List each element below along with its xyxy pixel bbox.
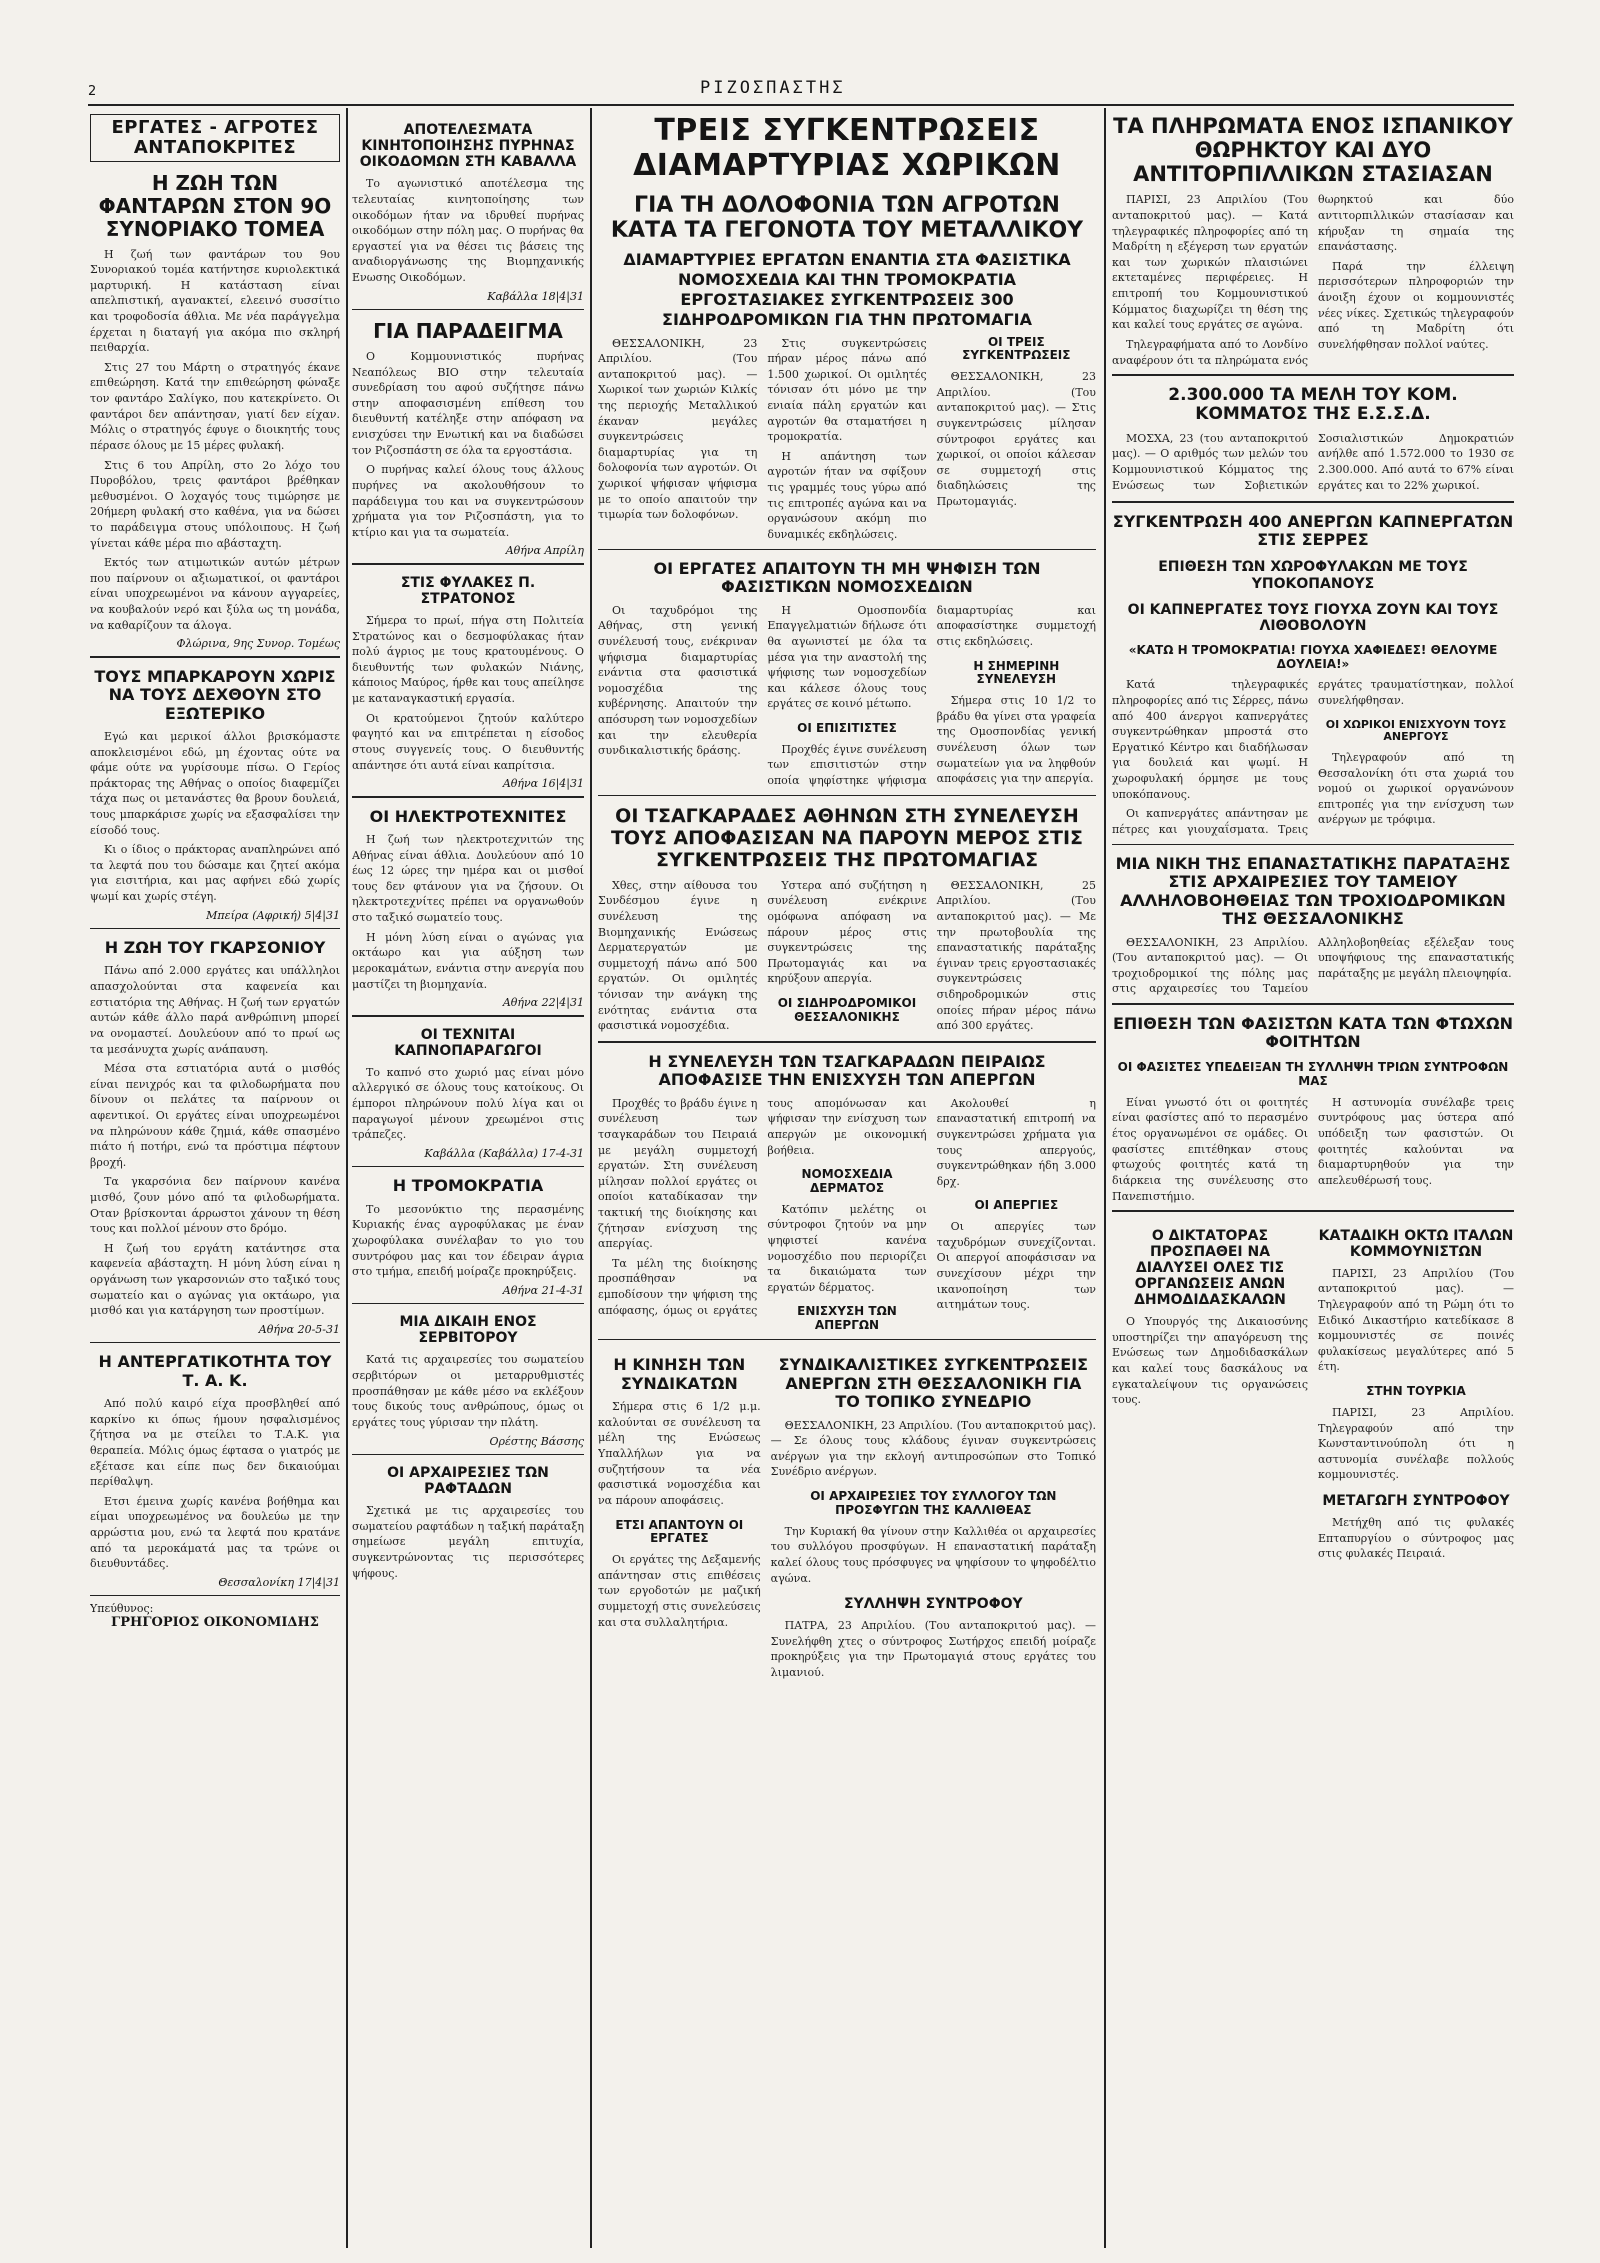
divider <box>598 795 1096 797</box>
divider <box>352 1454 584 1456</box>
article-title: ΜΕΤΑΓΩΓΗ ΣΥΝΤΡΟΦΟΥ <box>1322 1492 1510 1509</box>
article-paragraph: Το μεσονύκτιο της περασμένης Κυριακής ένας αγροφύλακας με έναν χωροφύλακα συνέλαβαν το γιο του συντρόφου μας και τον έδειραν άγρια στο τμήμα, επειδή μοίραζε προκηρύξεις. <box>352 1202 584 1279</box>
divider <box>1112 1003 1514 1005</box>
article-subhead: ΟΙ ΤΡΕΙΣ ΣΥΓΚΕΝΤΡΩΣΕΙΣ <box>962 334 1071 363</box>
story-unemployed <box>771 1346 1096 1684</box>
article-paragraph: ΘΕΣΣΑΛΟΝΙΚΗ, 23 Απριλίου. (Του ανταποκριτού μας). — Χωρικοί των χωριών Κιλκίς της περιοχής Μεταλλικού έκαναν μεγάλες συγκεντρώσεις διαμαρτυρίας για τη δολοφονία των αγροτών. Οι χωρικοί ψήφισαν ψήφισμα με το οποίο απαιτούν την τιμωρία των δολοφόνων. <box>598 336 758 522</box>
article-paragraph: Από πολύ καιρό είχα προσβληθεί από καρκίνο κι όπως ήμουν ησφαλισμένος ζήτησα να με στείλει το Τ.Α.Κ. για θεραπεία. Μόλις όμως έφτασα ο γιατρός με εξέτασε και είπε πως δεν δικαιούμαι περίθαλψη. <box>90 1397 340 1489</box>
article-paragraph: Η Ομοσπονδία Επαγγελματιών δήλωσε ότι θα αγωνιστεί με όλα τα μέσα για την αναστολή της ψήφισης των νομοσχεδίων και κάλεσε όλους τους εργάτες σε κοινό μέτωπο. <box>767 603 927 711</box>
column-correspondents-2 <box>352 112 584 2252</box>
article-title: ΣΥΛΛΗΨΗ ΣΥΝΤΡΟΦΟΥ <box>844 1596 1023 1613</box>
article-paragraph: Σήμερα στις 6 1/2 μ.μ. καλούνται σε συνέλευση τα μέλη της Ενώσεως Υπαλλήλων για να συζητήσουν τα νέα φασιστικά νομοσχέδια και να πάρουν αποφάσεις. <box>598 1400 761 1507</box>
article-paragraph: ΘΕΣΣΑΛΟΝΙΚΗ, 23 Απριλίου. (Του ανταποκριτού μας). — Σε όλους τους κλάδους έγιναν συγκεντρώσεις ανέργων για την εκλογή αντιπροσώπων στο Τοπικό Συνέδριο ανέργων. <box>770 1418 1096 1479</box>
article-paragraph: ΠΑΤΡΑ, 23 Απριλίου. (Του ανταποκριτού μας). — Συνελήφθη χτες ο σύντροφος Σωτήρχος επειδή μοίραζε προκηρύξεις για την Πρωτομαγιά στους εργάτες του λιμανιού. <box>770 1619 1096 1680</box>
article-body <box>1112 1095 1514 1204</box>
article-paragraph: Ο πυρήνας καλεί όλους τους άλλους πυρήνες να ακολουθήσουν το παράδειγμα του και να συγκεντρώσουν χρήματα για τον Ριζοσπάστη, για το κτίριο και για τα σωματεία. <box>352 463 584 539</box>
article-paragraph: Ακολουθεί η επαναστατική επιτροπή να συγκεντρώσει χρήματα για τους απεργούς, συγκεντρώθηκαν ήδη 3.000 δρχ. <box>936 1096 1096 1188</box>
divider <box>352 796 584 798</box>
article-title: ΣΥΓΚΕΝΤΡΩΣΗ 400 ΑΝΕΡΓΩΝ ΚΑΠΝΕΡΓΑΤΩΝ ΣΤΙΣ ΣΕΡΡΕΣ <box>1112 511 1514 550</box>
masthead: ΡΙΖΟΣΠΑΣΤΗΣ <box>700 78 846 98</box>
article-signature: Θεσσαλονίκη 17|4|31 <box>218 1575 340 1589</box>
column-international <box>1112 110 1514 2252</box>
divider <box>90 928 340 930</box>
story-dictator <box>1112 1218 1308 1566</box>
article-subhead: ΕΝΙΣΧΥΣΗ ΤΩΝ ΑΠΕΡΓΩΝ <box>797 1304 897 1333</box>
divider <box>352 1166 584 1168</box>
article-paragraph: Ετσι έμεινα χωρίς κανένα βοήθημα και είμαι υποχρεωμένος να δουλεύω με την αρρώστια μου, ενώ τα λεφτά που κρατάνε από τα μεροκάματά μας τα τρώνε οι διευθυντάδες. <box>90 1494 340 1571</box>
article-paragraph: Υστερα από συζήτηση η συνέλευση ενέκρινε ομόφωνα απόφαση να πάρουν μέρος στις συγκεντρώσεις της Πρωτομαγιάς και να κηρύξουν απεργία. <box>767 878 927 986</box>
article-title: ΚΑΤΑΔΙΚΗ ΟΚΤΩ ΙΤΑΛΩΝ ΚΟΜΜΟΥΝΙΣΤΩΝ <box>1318 1227 1514 1260</box>
article-paragraph: Η απάντηση των αγροτών ήταν να σφίξουν τις γραμμές τους γύρω από τις επιτροπές αγώνα και να οργανώσουν ακόμη πιο δυναμικές εκδηλώσεις. <box>767 449 927 541</box>
article-subhead: ΟΙ ΕΠΙΣΙΤΙΣΤΕΣ <box>797 721 897 736</box>
article-paragraph: Οι κρατούμενοι ζητούν καλύτερο φαγητό και να επιτρέπεται η είσοδος στους συγγενείς τους. Ο διευθυντής απάντησε ότι αυτά είναι καπρίτσια. <box>352 711 584 772</box>
article-paragraph: Το αγωνιστικό αποτέλεσμα της τελευταίας κινητοποίησης των οικοδόμων ήταν να ιδρυθεί πυρήνας οικοδόμων στην πόλη μας. Ο πυρήνας θα εργαστεί για να θέσει τις βάσεις της αναδιοργάνωσης της Βιομηχανικής Ενωσης Οικοδόμων. <box>352 177 584 284</box>
article-title: Η ΤΡΟΜΟΚΡΑΤΙΑ <box>392 1176 544 1196</box>
article-subhead: ΕΠΙΘΕΣΗ ΤΩΝ ΧΩΡΟΦΥΛΑΚΩΝ ΜΕ ΤΟΥΣ ΥΠΟΚΟΠΑΝΟΥΣ <box>1158 559 1468 592</box>
article-title: ΓΙΑ ΠΑΡΑΔΕΙΓΜΑ <box>373 319 563 344</box>
article-signature: Φλώρινα, 9ης Συνορ. Τομέως <box>176 637 340 651</box>
article-title: Η ΖΩΗ ΤΩΝ ΦΑΝΤΑΡΩΝ ΣΤΟΝ 9Ο ΣΥΝΟΡΙΑΚΟ ΤΟΜΕΑ <box>98 170 332 241</box>
lead-story-body <box>598 336 1096 543</box>
article-paragraph: Οι απεργίες των ταχυδρόμων συνεχίζονται. Οι απεργοί αποφάσισαν να συνεχίσουν μέχρι την ικανοποίηση των αιτημάτων τους. <box>936 1220 1096 1312</box>
article-paragraph: Σήμερα το πρωί, πήγα στη Πολιτεία Στρατώνος και ο δεσμοφύλακας ήταν πολύ άγριος με τους κρατουμένους. Ο διευθυντής των φυλακών Νιάνης, κάποιος Μαύρος, ήρθε και τους απείλησε με καταναγκαστική εργασία. <box>352 614 584 706</box>
article-quote: «ΚΑΤΩ Η ΤΡΟΜΟΚΡΑΤΙΑ! ΓΙΟΥΧΑ ΧΑΦΙΕΔΕΣ! ΘΕΛΟΥΜΕ ΔΟΥΛΕΙΑ!» <box>1128 642 1498 671</box>
article-paragraph: Παρά την έλλειψη περισσότερων πληροφοριών την άνοιξη έχουν οι κομμουνιστές νέες νίκες. Σχετικώς τηλεγραφούν από τη Μαδρίτη ότι συνελήφθησαν πολλοί ναύτες. <box>1318 259 1514 351</box>
article-paragraph: Σχετικά με τις αρχαιρεσίες του σωματείου ραφτάδων η ταξική παράταξη σημείωσε μεγάλη επιτυχία, συγκεντρώνοντας τις περισσότερες ψήφους. <box>352 1504 584 1580</box>
article-paragraph: Στις συγκεντρώσεις πήραν μέρος πάνω από 1.500 χωρικοί. Οι ομιλητές τόνισαν ότι μόνο με την ενιαία πάλη εργατών και αγροτών θα σταματήσει η τρομοκρατία. <box>767 336 927 444</box>
article-paragraph: Πάνω από 2.000 εργάτες και υπάλληλοι απασχολούνται στα καφενεία και εστιατόρια της Αθήνας. Η ζωή των εργατών αυτών κάθε άλλο παρά ανθρώπινη μπορεί να ονομαστεί. Δουλεύουν από το πρωί ως τα μεσάνυχτα χωρίς ανάπαυση. <box>90 964 340 1056</box>
article-paragraph: Προχθές το βράδυ έγινε η συνέλευση των τσαγκαράδων του Πειραιά με μεγάλη συμμετοχή εργατών. Στη συνέλευση μίλησαν πολλοί εργάτες οι οποίοι καταδίκασαν την τακτική της διοίκησης και ζήτησαν ενίσχυση της απεργίας. <box>598 1096 758 1251</box>
article-paragraph: Χθες, στην αίθουσα του Συνδέσμου έγινε η συνέλευση της Βιομηχανικής Ενώσεως Δερματεργατών με συμμετοχή πάνω από 500 εργατών. Οι ομιλητές τόνισαν την ανάγκη της ενότητας ενάντια στα φασιστικά νομοσχέδια. <box>598 878 758 1033</box>
article-paragraph: Κατά τις αρχαιρεσίες του σωματείου σερβιτόρων οι μεταρρυθμιστές προσπάθησαν με κάθε μέσο να εκλέξουν τους δικούς τους ανθρώπους, όμως οι εργάτες τους γύρισαν την πλάτη. <box>352 1353 584 1429</box>
divider <box>352 563 584 565</box>
article-title: ΑΠΟΤΕΛΕΣΜΑΤΑ ΚΙΝΗΤΟΠΟΙΗΣΗΣ ΠΥΡΗΝΑΣ ΟΙΚΟΔΟΜΩΝ ΣΤΗ ΚΑΒΑΛΛΑ <box>359 122 577 171</box>
article-body <box>1112 935 1514 997</box>
page-number: 2 <box>88 84 97 99</box>
article-title: Η ΚΙΝΗΣΗ ΤΩΝ ΣΥΝΔΙΚΑΤΩΝ <box>613 1355 746 1393</box>
article-subhead: ΟΙ ΣΙΔΗΡΟΔΡΟΜΙΚΟΙ ΘΕΣΣΑΛΟΝΙΚΗΣ <box>777 995 917 1024</box>
article-body <box>1112 192 1514 368</box>
article-body <box>1112 431 1514 495</box>
article-title: Η ΑΝΤΕΡΓΑΤΙΚΟΤΗΤΑ ΤΟΥ Τ. Α. Κ. <box>98 1352 332 1390</box>
article-signature: Αθήνα Απρίλη <box>505 544 584 558</box>
column-divider <box>590 108 592 2248</box>
article-subhead: ΕΤΣΙ ΑΠΑΝΤΟΥΝ ΟΙ ΕΡΓΑΤΕΣ <box>615 1517 744 1546</box>
article-title: ΣΥΝΔΙΚΑΛΙΣΤΙΚΕΣ ΣΥΓΚΕΝΤΡΩΣΕΙΣ ΑΝΕΡΓΩΝ ΣΤΗ ΘΕΣΣΑΛΟΝΙΚΗ ΓΙΑ ΤΟ ΤΟΠΙΚΟ ΣΥΝΕΔΡΙΟ <box>778 1355 1089 1412</box>
divider <box>352 1303 584 1305</box>
article-title: ΜΙΑ ΔΙΚΑΙΗ ΕΝΟΣ ΣΕΡΒΙΤΟΡΟΥ <box>399 1314 537 1347</box>
article-title: ΟΙ ΗΛΕΚΤΡΟΤΕΧΝΙΤΕΣ <box>369 806 567 826</box>
article-body <box>598 603 1096 789</box>
article-paragraph: Τηλεγραφήματα από το Λονδίνο αναφέρουν ότι τα πληρώματα ενός θωρηκτού και δύο αντιτορπιλλικών στασίασαν και κήρυξαν τη σημαία της επανάστασης. <box>1112 193 1514 367</box>
footer-label: Υπεύθυνος: <box>90 1602 154 1616</box>
article-title: Η ΖΩΗ ΤΟΥ ΓΚΑΡΣΟΝΙΟΥ <box>104 938 326 958</box>
divider <box>598 1041 1096 1043</box>
article-title: 2.300.000 ΤΑ ΜΕΛΗ ΤΟΥ ΚΟΜ. ΚΟΜΜΑΤΟΣ ΤΗΣ Ε.Σ.Σ.Δ. <box>1168 384 1458 425</box>
article-paragraph: Προχθές έγινε συνέλευση των επισιτιστών στην οποία ψηφίστηκε ψήφισμα διαμαρτυρίας και αποφασίστηκε συμμετοχή στις εκδηλώσεις. <box>767 603 1096 788</box>
article-title: ΤΟΥΣ ΜΠΑΡΚΑΡΟΥΝ ΧΩΡΙΣ ΝΑ ΤΟΥΣ ΔΕΧΘΟΥΝ ΣΤΟ ΕΞΩΤΕΡΙΚΟ <box>94 666 336 723</box>
column-main-news <box>598 110 1096 2252</box>
article-signature: Μπείρα (Αφρική) 5|4|31 <box>206 908 340 922</box>
article-paragraph: Η αστυνομία συνέλαβε τρεις συντρόφους μας ύστερα από υπόδειξη των φασιστών. Οι φοιτητές καλούνται να διαμαρτυρηθούν για την απελευθέρωσή τους. <box>1318 1095 1514 1187</box>
footer-name: ΓΡΗΓΟΡΙΟΣ ΟΙΚΟΝΟΜΙΔΗΣ <box>110 1615 319 1631</box>
column-correspondents <box>90 108 340 2253</box>
bottom-stories <box>598 1346 1096 1684</box>
divider <box>90 656 340 658</box>
article-paragraph: Στις 6 του Απρίλη, στο 2ο λόχο του Πυροβόλου, τρεις φαντάροι βρέθηκαν μεθυσμένοι. Ο λοχαγός τους τιμώρησε με 20ήμερη φυλακή στο καθένα, για να δώσει το παράδειγμα στους υπόλοιπους. Η ζωή γίνεται κάθε μέρα πιο αβάσταχτη. <box>90 458 340 550</box>
article-paragraph: Μετήχθη από τις φυλακές Επταπυργίου ο σύντροφος μας στις φυλακές Πειραιά. <box>1318 1516 1514 1561</box>
divider <box>1112 374 1514 376</box>
article-title: ΣΤΙΣ ΦΥΛΑΚΕΣ Π. ΣΤΡΑΤΟΝΟΣ <box>400 574 536 607</box>
article-paragraph: Οι ταχυδρόμοι της Αθήνας, στη γενική συνέλευσή τους, ενέκριναν ψήφισμα διαμαρτυρίας ενάντια στα φασιστικά νομοσχέδια της κυβέρνησης. Απαιτούν την απόσυρση των νομοσχεδίων και την ελευθερία συνδικαλιστικής δράσης. <box>598 603 758 758</box>
story-italy <box>1318 1218 1514 1566</box>
article-signature: Αθήνα 21-4-31 <box>502 1283 584 1297</box>
divider <box>352 309 584 311</box>
article-subhead: ΟΙ ΧΩΡΙΚΟΙ ΕΝΙΣΧΥΟΥΝ ΤΟΥΣ ΑΝΕΡΓΟΥΣ <box>1325 717 1507 744</box>
article-paragraph: Στις 27 του Μάρτη ο στρατηγός έκανε επιθεώρηση. Κατά την επιθεώρηση φώναξε τον φαντάρο Σαλίγκο, που κατεκρίνετο. Οι φαντάροι δεν απάντησαν, γιατί δεν είχαν. Μόλις ο στρατηγός έφυγε ο διοικητής τους πέρασε όλους με 15 μέρες φυλακή. <box>90 360 340 452</box>
article-body <box>1112 677 1514 837</box>
article-paragraph: Τηλεγραφούν από τη Θεσσαλονίκη ότι στα χωριά του νομού οι χωρικοί οργανώνουν επιτροπές για την ενίσχυση των ανέργων με τρόφιμα. <box>1318 750 1514 827</box>
divider <box>90 1595 340 1597</box>
article-paragraph: Το καπνό στο χωριό μας είναι μόνο αλλεργικό σε όλους τους κατοίκους. Οι έμποροι πληρώνουν πολύ λίγα και οι παραγωγοί μένουν χρεωμένοι στις τράπεζες. <box>352 1065 584 1142</box>
article-paragraph: ΘΕΣΣΑΛΟΝΙΚΗ, 23 Απριλίου. (Του ανταποκριτού μας). — Στις συγκεντρώσεις μίλησαν σύντροφοι εργάτες και χωρικοί, οι οποίοι κάλεσαν σε συμμετοχή στις διαδηλώσεις της Πρωτομαγιάς. <box>936 370 1096 509</box>
article-subhead: Η ΣΗΜΕΡΙΝΗ ΣΥΝΕΛΕΥΣΗ <box>973 658 1060 687</box>
article-signature: Καβάλλα (Καβάλλα) 17-4-31 <box>424 1146 584 1160</box>
article-paragraph: Τα μέλη της διοίκησης προσπάθησαν να εμποδίσουν την ψήφιση της απόφασης, όμως οι εργάτες τους απομόνωσαν και ψήφισαν την ενίσχυση των απεργών με οικονομική βοήθεια. <box>598 1096 927 1317</box>
article-paragraph: Οι εργάτες της Δεξαμενής απάντησαν στις επιθέσεις των εργοδοτών με μαζική συμμετοχή στις συνελεύσεις και στα συλλαλητήρια. <box>598 1553 761 1629</box>
article-subhead: ΟΙ ΚΑΠΝΕΡΓΑΤΕΣ ΤΟΥΣ ΓΙΟΥΧΑ ΖΟΥΝ ΚΑΙ ΤΟΥΣ ΛΙΘΟΒΟΛΟΥΝ <box>1127 601 1499 634</box>
article-paragraph: ΠΑΡΙΣΙ, 23 Απριλίου (Του ανταποκριτού μας). — Κατά τηλεγραφικές πληροφορίες από τη Μαδρίτη η εξέγερση των εργατών και των χωρικών πλαισιώνει εκτεταμένες περιφέρειες. Η επιτροπή του Κομμουνιστικού Κόμματος διαχωρίζει τη θέση της και καλεί τους εργάτες σε αγώνα. <box>1112 193 1308 332</box>
column-divider <box>346 108 348 2248</box>
article-paragraph: Ο Υπουργός της Δικαιοσύνης υποστηρίζει την απαγόρευση της Ενώσεως των Δημοδιδασκάλων και καλεί τους δασκάλους να εγκαταλείψουν τις οργανώσεις τους. <box>1112 1315 1308 1407</box>
article-paragraph: Κατόπιν μελέτης οι σύντροφοι ζητούν να μην ψηφιστεί κανένα νομοσχέδιο που περιορίζει τα δικαιώματα των εργατών δέρματος. <box>767 1202 927 1294</box>
article-paragraph: ΘΕΣΣΑΛΟΝΙΚΗ, 25 Απριλίου. (Του ανταποκριτού μας). — Με την πρωτοβουλία της επαναστατικής παράταξης έγιναν τρεις εργοστασιακές συγκεντρώσεις σιδηροδρομικών στις οποίες πήραν μέρος πάνω από 300 εργάτες. <box>936 878 1096 1033</box>
article-paragraph: Οι καπνεργάτες απάντησαν με πέτρες και γιουχαΐσματα. Τρεις εργάτες τραυματίστηκαν, πολλοί συνελήφθησαν. <box>1112 678 1514 836</box>
top-rule <box>88 104 1514 106</box>
article-title: Η ΣΥΝΕΛΕΥΣΗ ΤΩΝ ΤΣΑΓΚΑΡΑΔΩΝ ΠΕΙΡΑΙΩΣ ΑΠΟΦΑΣΙΣΕ ΤΗΝ ΕΝΙΣΧΥΣΗ ΤΩΝ ΑΠΕΡΓΩΝ <box>648 1051 1046 1090</box>
article-paragraph: ΜΟΣΧΑ, 23 (του ανταποκριτού μας). — Ο αριθμός των μελών του Κομμουνιστικού Κόμματος της Ενώσεως των Σοβιετικών Σοσιαλιστικών Δημοκρατιών ανήλθε από 1.572.000 το 1930 σε 2.300.000. Από αυτά το 67% είναι εργάτες και το 22% χωρικοί. <box>1112 431 1514 492</box>
article-paragraph: Η ζωή των ηλεκτροτεχνιτών της Αθήνας είναι άθλια. Δουλεύουν από 10 έως 12 ώρες την ημέρα και οι μισθοί τους δεν φτάνουν για να ζήσουν. Οι ηλεκτροτεχνίτες πρέπει να οργανωθούν στο ταξικό σωματείο τους. <box>352 833 584 925</box>
article-signature: Αθήνα 16|4|31 <box>502 777 584 791</box>
article-signature: Αθήνα 20-5-31 <box>258 1322 340 1336</box>
article-title: ΟΙ ΤΣΑΓΚΑΡΑΔΕΣ ΑΘΗΝΩΝ ΣΤΗ ΣΥΝΕΛΕΥΣΗ ΤΟΥΣ ΑΠΟΦΑΣΙΣΑΝ ΝΑ ΠΑΡΟΥΝ ΜΕΡΟΣ ΣΤΙΣ ΣΥΓΚΕΝΤΡΩΣΕΙΣ ΤΗΣ ΠΡΩΤΟΜΑΓΙΑΣ <box>610 805 1084 871</box>
divider <box>1112 844 1514 846</box>
article-title: ΟΙ ΕΡΓΑΤΕΣ ΑΠΑΙΤΟΥΝ ΤΗ ΜΗ ΨΗΦΙΣΗ ΤΩΝ ΦΑΣΙΣΤΙΚΩΝ ΝΟΜΟΣΧΕΔΙΩΝ <box>653 559 1041 597</box>
article-paragraph: ΠΑΡΙΣΙ, 23 Απριλίου (Του ανταποκριτού μας). — Τηλεγραφούν από τη Ρώμη ότι το Ειδικό Δικαστήριο κατεδίκασε 8 κομμουνιστές σε ποινές φυλακίσεως μεγαλύτερες από 5 έτη. <box>1318 1266 1514 1374</box>
article-body <box>598 1096 1096 1333</box>
article-title: Ο ΔΙΚΤΑΤΟΡΑΣ ΠΡΟΣΠΑΘΕΙ ΝΑ ΔΙΑΛΥΣΕΙ ΟΛΕΣ ΤΙΣ ΟΡΓΑΝΩΣΕΙΣ ΑΝΩΝ ΔΗΜΟΔΙΔΑΣΚΑΛΩΝ <box>1134 1227 1286 1309</box>
divider <box>1112 501 1514 503</box>
article-signature: Αθήνα 22|4|31 <box>502 996 584 1010</box>
article-paragraph: Η ζωή του εργάτη κατάντησε στα καφενεία αβάσταχτη. Η μόνη λύση είναι η οργάνωση των γκαρσονιών στο ταξικό τους σωματείο και ο αγώνας για οκτάωρο, για μισθό και για κατάργηση των προστίμων. <box>90 1241 340 1318</box>
article-title: ΟΙ ΑΡΧΑΙΡΕΣΙΕΣ ΤΩΝ ΡΑΦΤΑΔΩΝ <box>387 1465 549 1498</box>
article-paragraph: Την Κυριακή θα γίνουν στην Καλλιθέα οι αρχαιρεσίες του συλλόγου προσφύγων. Η επαναστατική παράταξη καλεί όλους τους πρόσφυγες να ψηφίσουν το ψηφοδέλτιο αγώνα. <box>770 1524 1096 1585</box>
article-title: ΤΑ ΠΛΗΡΩΜΑΤΑ ΕΝΟΣ ΙΣΠΑΝΙΚΟΥ ΘΩΡΗΚΤΟΥ ΚΑΙ ΔΥΟ ΑΝΤΙΤΟΡΠΙΛΛΙΚΩΝ ΣΤΑΣΙΑΣΑΝ <box>1113 114 1513 187</box>
article-paragraph: Ο Κομμουνιστικός πυρήνας Νεαπόλεως ΒΙΟ στην τελευταία συνεδρίαση του αφού συζήτησε πάνω στην αποφασισμένη επίθεση του διευθυντή κατέληξε στην απόφαση να ενισχύσει την Ενωτική και να διαδώσει τον Ριζοσπάστη σε όλα τα εργοστάσια. <box>352 350 584 457</box>
article-subhead: ΟΙ ΑΡΧΑΙΡΕΣΙΕΣ ΤΟΥ ΣΥΛΛΟΓΟΥ ΤΩΝ ΠΡΟΣΦΥΓΩΝ ΤΗΣ ΚΑΛΛΙΘΕΑΣ <box>810 1489 1057 1517</box>
article-subhead: ΣΤΗΝ ΤΟΥΡΚΙΑ <box>1366 1384 1466 1399</box>
article-paragraph: Μέσα στα εστιατόρια αυτά ο μισθός είναι πενιχρός και τα φιλοδωρήματα που δίνουν οι πελάτες τα παίρνουν οι αφεντικοί. Οι εργάτες είναι υποχρεωμένοι να πληρώνουν κάθε ζημιά, κάθε σπασμένο πιάτο ή ποτήρι, ενώ τα πρόστιμα πέφτουν βροχή. <box>90 1062 340 1169</box>
article-subhead: ΝΟΜΟΣΧΕΔΙΑ ΔΕΡΜΑΤΟΣ <box>801 1167 893 1195</box>
deck: ΕΡΓΟΣΤΑΣΙΑΚΕΣ ΣΥΓΚΕΝΤΡΩΣΕΙΣ 300 ΣΙΔΗΡΟΔΡΟΜΙΚΩΝ ΓΙΑ ΤΗΝ ΠΡΩΤΟΜΑΓΙΑ <box>662 289 1032 329</box>
article-subhead: ΟΙ ΑΠΕΡΓΙΕΣ <box>974 1198 1059 1213</box>
article-title: ΜΙΑ ΝΙΚΗ ΤΗΣ ΕΠΑΝΑΣΤΑΤΙΚΗΣ ΠΑΡΑΤΑΞΗΣ ΣΤΙΣ ΑΡΧΑΙΡΕΣΙΕΣ ΤΟΥ ΤΑΜΕΙΟΥ ΑΛΛΗΛΟΒΟΗΘΕΙΑΣ ΤΩΝ ΤΡΟΧΙΟΔΡΟΜΙΚΩΝ ΤΗΣ ΘΕΣΣΑΛΟΝΙΚΗΣ <box>1115 854 1511 929</box>
article-paragraph: Εγώ και μερικοί άλλοι βρισκόμαστε αποκλεισμένοι εδώ, μη έχοντας ούτε να φάμε ούτε να γυρίσουμε πίσω. Ο Γερίος πράκτορας της Αθήνας ο οποίος διαφεμίζει τάχα πως οι μετανάστες θα βρουν δουλειά, τους μπαρκάρισε χωρίς να εξασφαλίσει την είσοδό τους. <box>90 729 340 837</box>
article-paragraph: ΠΑΡΙΣΙ, 23 Απριλίου. Τηλεγραφούν από την Κωνσταντινούπολη ότι η αστυνομία συνέλαβε πολλούς κομμουνιστές. <box>1318 1405 1514 1482</box>
divider <box>352 1015 584 1017</box>
main-headline-2: ΓΙΑ ΤΗ ΔΟΛΟΦΟΝΙΑ ΤΩΝ ΑΓΡΟΤΩΝ ΚΑΤΑ ΤΑ ΓΕΓΟΝΟΤΑ ΤΟΥ ΜΕΤΑΛΛΙΚΟΥ <box>610 193 1084 244</box>
divider <box>90 1342 340 1344</box>
article-subhead: ΟΙ ΦΑΣΙΣΤΕΣ ΥΠΕΔΕΙΞΑΝ ΤΗ ΣΥΛΛΗΨΗ ΤΡΙΩΝ ΣΥΝΤΡΟΦΩΝ ΜΑΣ <box>1117 1060 1509 1089</box>
article-paragraph: Σήμερα στις 10 1/2 το βράδυ θα γίνει στα γραφεία της Ομοσπονδίας γενική συνέλευση όλων των σωματείων για να ληφθούν αποφάσεις για την απεργία. <box>936 694 1096 786</box>
article-body <box>598 878 1096 1036</box>
article-paragraph: Εκτός των ατιμωτικών αυτών μέτρων που παίρνουν οι αξιωματικοί, οι φαντάροι είναι υποχρεωμένοι να κάνουν αγγαρείες, να κουβαλούν νερό και ξύλα ως τη μονάδα, να καθαρίζουν τα άλογα. <box>90 556 340 632</box>
article-title: ΕΠΙΘΕΣΗ ΤΩΝ ΦΑΣΙΣΤΩΝ ΚΑΤΑ ΤΩΝ ΦΤΩΧΩΝ ΦΟΙΤΗΤΩΝ <box>1112 1013 1513 1051</box>
story-syndicates <box>598 1346 761 1684</box>
article-paragraph: Η ζωή των φαντάρων του 9ου Συνοριακού τομέα κατήντησε κυριολεκτικά μαρτυρική. Η κατάσταση είναι απελπιστική, αγανακτεί, ελεεινό συσσίτιο και τροφοδοσία άθλια. Με νέα παράγγελμα έρχεται η διαταγή για ακόμα πιο σκληρή πειθαρχία. <box>90 247 340 355</box>
divider <box>598 549 1096 551</box>
bottom-stories <box>1112 1218 1514 1566</box>
deck: ΔΙΑΜΑΡΤΥΡΙΕΣ ΕΡΓΑΤΩΝ ΕΝΑΝΤΙΑ ΣΤΑ ΦΑΣΙΣΤΙΚΑ ΝΟΜΟΣΧΕΔΙΑ ΚΑΙ ΤΗΝ ΤΡΟΜΟΚΡΑΤΙΑ <box>623 249 1071 289</box>
article-title: ΟΙ ΤΕΧΝΙΤΑΙ ΚΑΠΝΟΠΑΡΑΓΩΓΟΙ <box>394 1026 542 1059</box>
divider <box>598 1339 1096 1341</box>
divider <box>1112 1210 1514 1212</box>
section-rubric: ΕΡΓΑΤΕΣ - ΑΓΡΟΤΕΣ ΑΝΤΑΠΟΚΡΙΤΕΣ <box>90 114 340 162</box>
column-divider <box>1104 108 1106 2248</box>
article-paragraph: Κι ο ίδιος ο πράκτορας αναπληρώνει από τα λεφτά που του δώσαμε και ζητεί ακόμα για εισιτήρια, και μας αφήνει εδώ χωρίς ψωμί και χωρίς στέγη. <box>90 843 340 903</box>
main-headline: ΤΡΕΙΣ ΣΥΓΚΕΝΤΡΩΣΕΙΣ ΔΙΑΜΑΡΤΥΡΙΑΣ ΧΩΡΙΚΩΝ <box>633 113 1061 183</box>
article-paragraph: Κατά τηλεγραφικές πληροφορίες από τις Σέρρες, πάνω από 400 άνεργοι καπνεργάτες συγκεντρώθηκαν μπροστά στο Εργατικό Κέντρο και διαδήλωσαν για δουλειά και ψωμί. Η χωροφυλακή όρμησε με τους υποκόπανους. <box>1112 678 1308 801</box>
article-signature: Καβάλλα 18|4|31 <box>487 289 584 303</box>
article-paragraph: Είναι γνωστό ότι οι φοιτητές είναι φασίστες από το περασμένο έτος οργανωμένοι σε ομάδες. Οι φασίστες επιτέθηκαν στους φτωχούς φοιτητές κατά τη διάρκεια της συνέλευσης στο Πανεπιστήμιο. <box>1112 1095 1308 1203</box>
article-signature: Ορέστης Βάσσης <box>489 1434 584 1448</box>
article-paragraph: Τα γκαρσόνια δεν παίρνουν κανένα μισθό, ζουν μόνο από τα φιλοδωρήματα. Οταν βρίσκονται άρρωστοι χάνουν τη θέση τους και πολλοί μένουν στο δρόμο. <box>90 1175 340 1236</box>
article-paragraph: ΘΕΣΣΑΛΟΝΙΚΗ, 23 Απριλίου. (Του ανταποκριτού μας). — Οι τροχιοδρομικοί της πόλης μας στις αρχαιρεσίες του Ταμείου Αλληλοβοηθείας εξέλεξαν τους υποψήφιους της επαναστατικής παράταξης με μεγάλη πλειοψηφία. <box>1112 935 1514 996</box>
article-paragraph: Η μόνη λύση είναι ο αγώνας για οκτάωρο και για αύξηση των μεροκαμάτων, ενάντια στην ανεργία που μαστίζει τη βιομηχανία. <box>352 930 584 991</box>
